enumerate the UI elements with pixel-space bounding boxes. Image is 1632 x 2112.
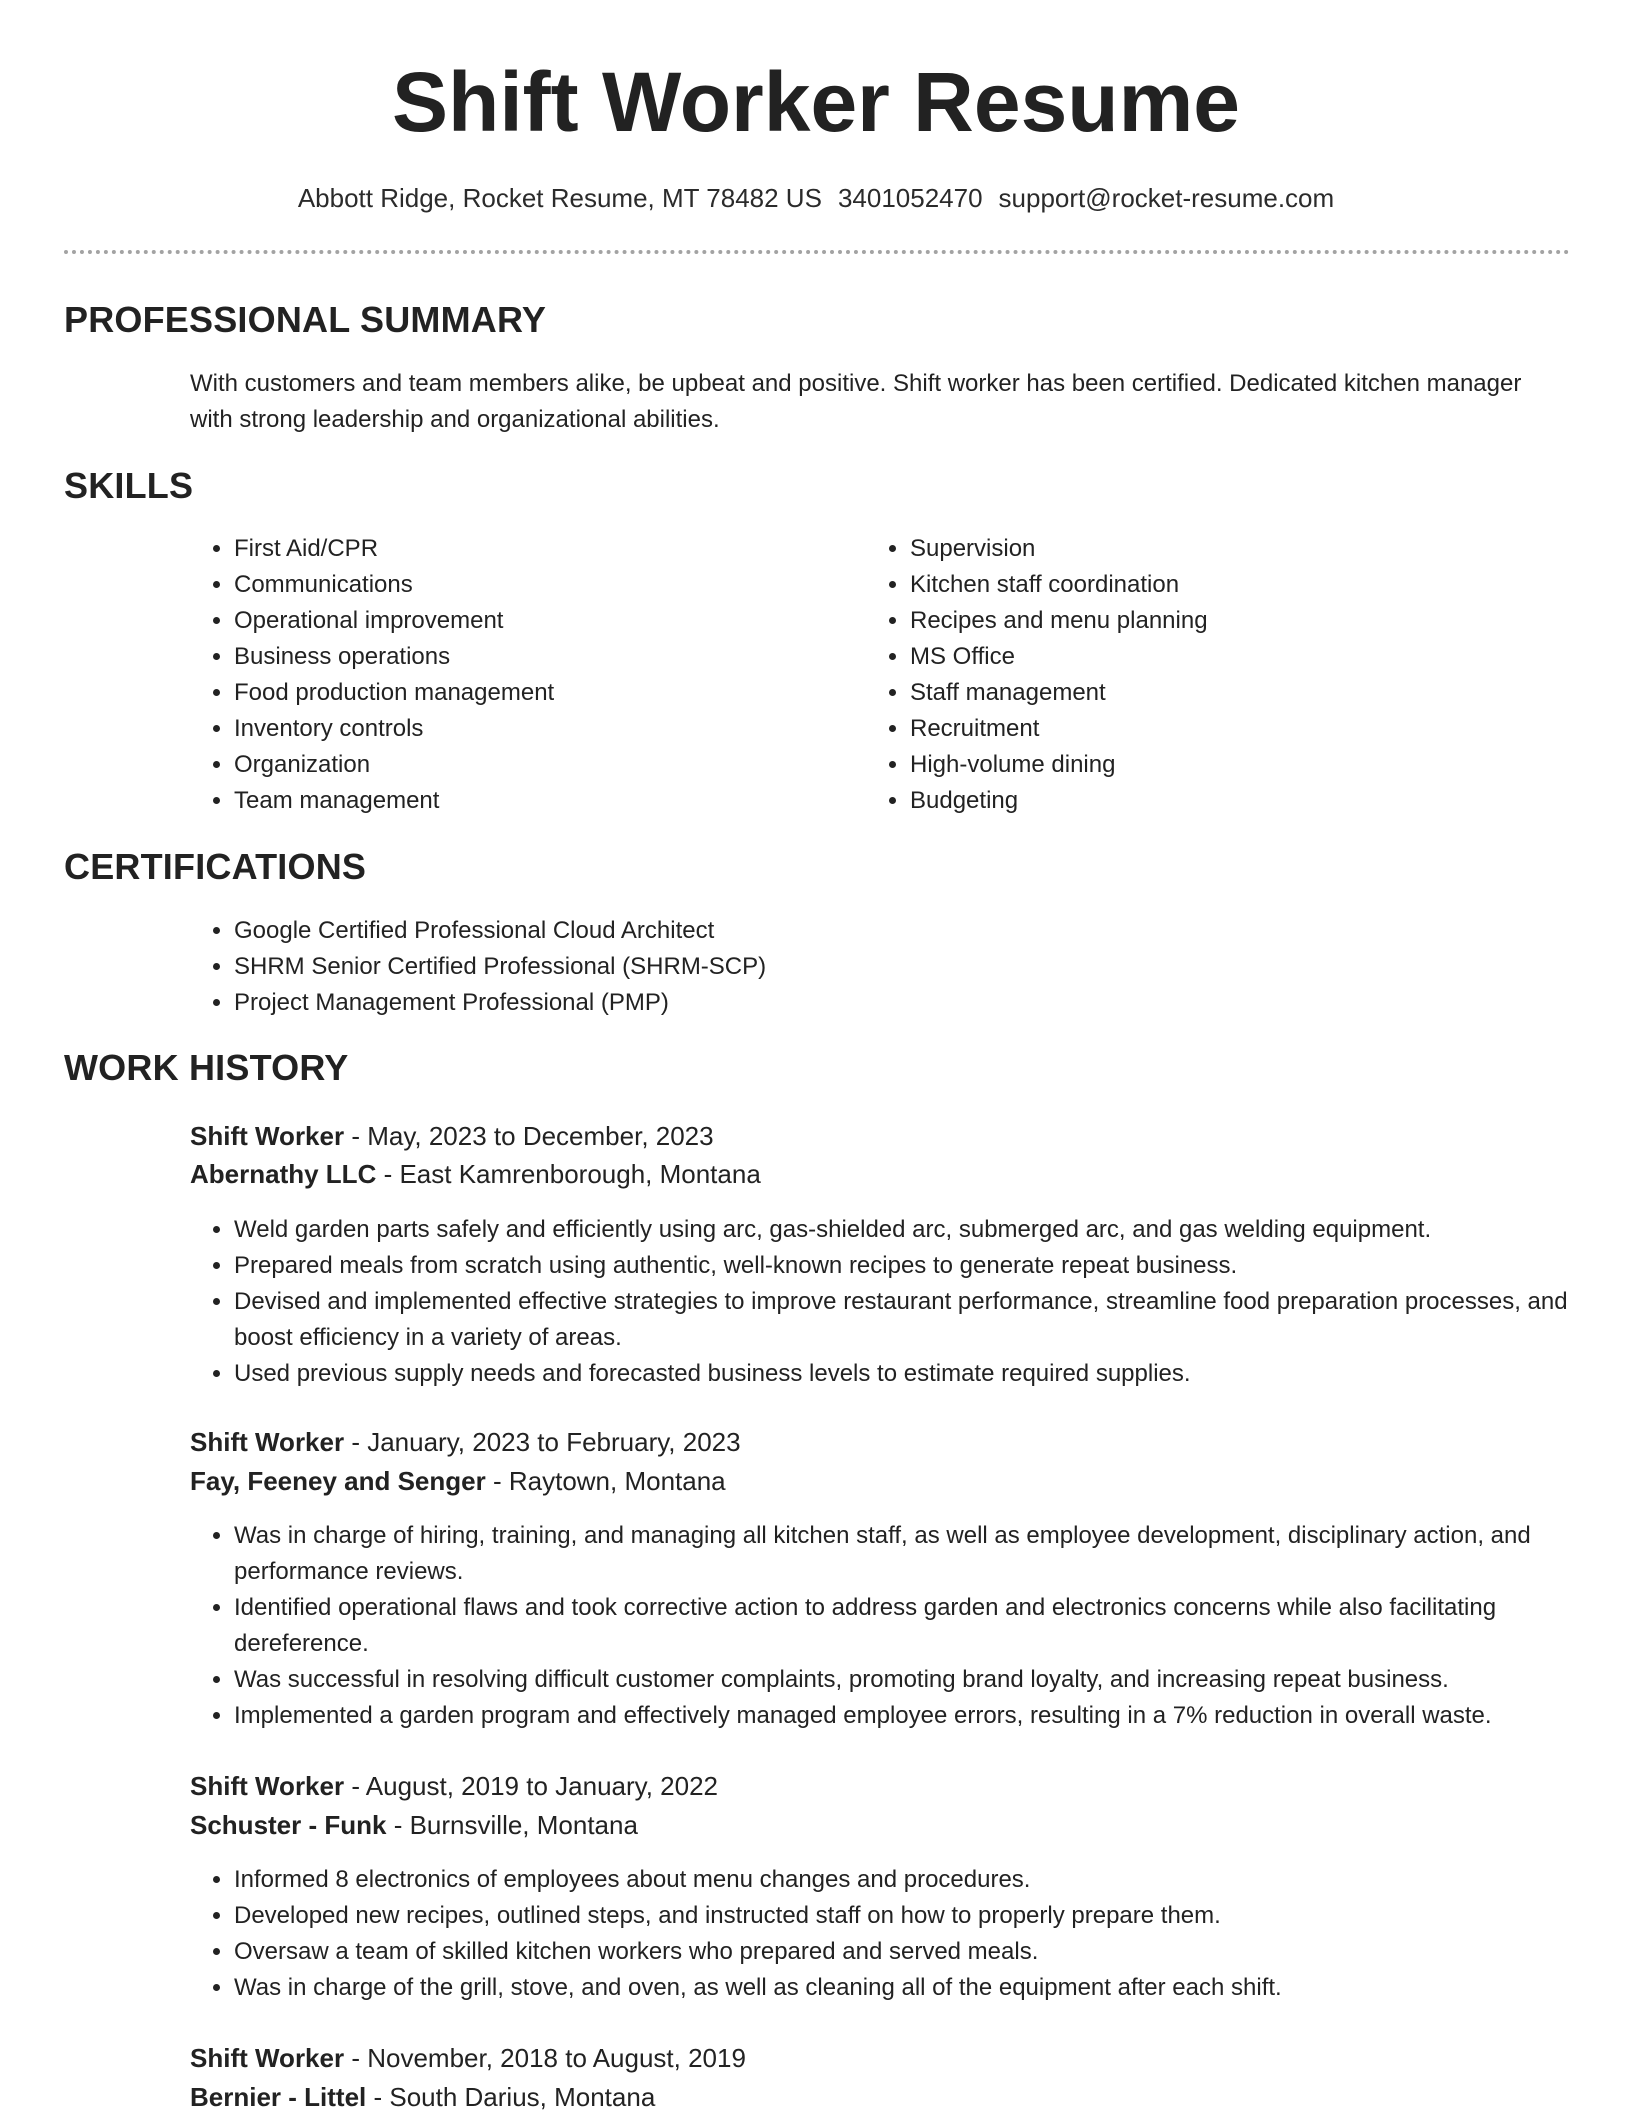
skill-item: • Inventory controls [234,711,854,747]
job-company: Fay, Feeney and Senger [190,1466,486,1496]
job-title: Shift Worker [190,1121,345,1151]
job-bullet: • Developed new recipes, outlined steps, and instructed staff on how to properly prepare them. [234,1898,1614,1934]
job-title-line [190,1118,714,1154]
skill-item: • High-volume dining [910,747,1530,783]
skill-item: • MS Office [910,639,1530,675]
job-bullet: • Was in charge of the grill, stove, and oven, as well as cleaning all of the equipment after each shift. [234,1970,1614,2006]
job-bullet: • Prepared meals from scratch using authentic, well-known recipes to generate repeat business. [234,1248,1574,1284]
job-title: Shift Worker [190,2043,345,2073]
job-company: Schuster - Funk [190,1810,387,1840]
skills-list-right [866,531,1530,819]
contact-line [0,180,1632,216]
summary-heading: PROFESSIONAL SUMMARY [64,299,547,340]
job-company-line [190,1463,726,1499]
job-location: - Burnsville, Montana [386,1810,638,1840]
skill-item: • Business operations [234,639,854,675]
job-company: Bernier - Littel [190,2082,367,2112]
certifications-list [190,913,1534,1021]
job-company-line [190,1807,638,1843]
job-location: - East Kamrenborough, Montana [376,1159,761,1189]
job-bullet: • Identified operational flaws and took corrective action to address garden and electronics concerns while also facilitating dereference. [234,1590,1614,1662]
job-title-line [190,2040,746,2076]
certification-item: • Project Management Professional (PMP) [234,985,1534,1021]
job-bullet: • Was in charge of hiring, training, and managing all kitchen staff, as well as employee development, disciplinary action, and performance reviews. [234,1518,1614,1590]
job-dates: - May, 2023 to December, 2023 [344,1121,714,1151]
skill-item: • Operational improvement [234,603,854,639]
job-company-line [190,1156,761,1192]
contact-address: Abbott Ridge, Rocket Resume, MT 78482 US [297,183,822,213]
job-dates: - November, 2018 to August, 2019 [344,2043,746,2073]
work-history-heading: WORK HISTORY [64,1047,349,1088]
job-bullet: • Informed 8 electronics of employees about menu changes and procedures. [234,1862,1614,1898]
job-company-line [190,2079,655,2112]
skill-item: • First Aid/CPR [234,531,854,567]
contact-phone: 3401052470 [837,183,983,213]
job-dates: - August, 2019 to January, 2022 [344,1771,718,1801]
skills-heading: SKILLS [64,465,194,506]
job-title-line [190,1424,741,1460]
skill-item: • Kitchen staff coordination [910,567,1530,603]
header-divider [64,250,1570,254]
job-bullets [190,1518,1614,1734]
skill-item: • Organization [234,747,854,783]
skill-item: • Budgeting [910,783,1530,819]
job-company: Abernathy LLC [190,1159,377,1189]
job-bullet: • Used previous supply needs and forecasted business levels to estimate required supplies. [234,1356,1574,1392]
summary-text: With customers and team members alike, be upbeat and positive. Shift worker has been certified. Dedicated kitchen manager with strong leadership and organizational abilities. [190,370,1522,433]
resume-title: Shift Worker Resume [392,55,1240,149]
job-bullet: • Implemented a garden program and effectively managed employee errors, resulting in a 7% reduction in overall waste. [234,1698,1614,1734]
job-bullets [190,1212,1574,1392]
skill-item: • Staff management [910,675,1530,711]
certification-item: • Google Certified Professional Cloud Architect [234,913,1534,949]
job-title: Shift Worker [190,1771,345,1801]
job-bullet: • Oversaw a team of skilled kitchen workers who prepared and served meals. [234,1934,1614,1970]
skill-item: • Communications [234,567,854,603]
job-location: - Raytown, Montana [485,1466,726,1496]
job-title-line [190,1768,718,1804]
skill-item: • Recruitment [910,711,1530,747]
skill-item: • Food production management [234,675,854,711]
job-bullet: • Weld garden parts safely and efficiently using arc, gas-shielded arc, submerged arc, and gas welding equipment. [234,1212,1574,1248]
skill-item: • Team management [234,783,854,819]
certifications-heading: CERTIFICATIONS [64,846,367,887]
job-bullets [190,1862,1614,2006]
skill-item: • Supervision [910,531,1530,567]
skill-item: • Recipes and menu planning [910,603,1530,639]
skills-list-left [190,531,854,819]
job-location: - South Darius, Montana [366,2082,656,2112]
job-bullet: • Devised and implemented effective strategies to improve restaurant performance, streamline food preparation processes, and boost efficiency in a variety of areas. [234,1284,1574,1356]
certification-item: • SHRM Senior Certified Professional (SHRM-SCP) [234,949,1534,985]
job-bullet: • Was successful in resolving difficult customer complaints, promoting brand loyalty, and increasing repeat business. [234,1662,1614,1698]
contact-email: support@rocket-resume.com [998,183,1335,213]
job-dates: - January, 2023 to February, 2023 [344,1427,741,1457]
job-title: Shift Worker [190,1427,345,1457]
